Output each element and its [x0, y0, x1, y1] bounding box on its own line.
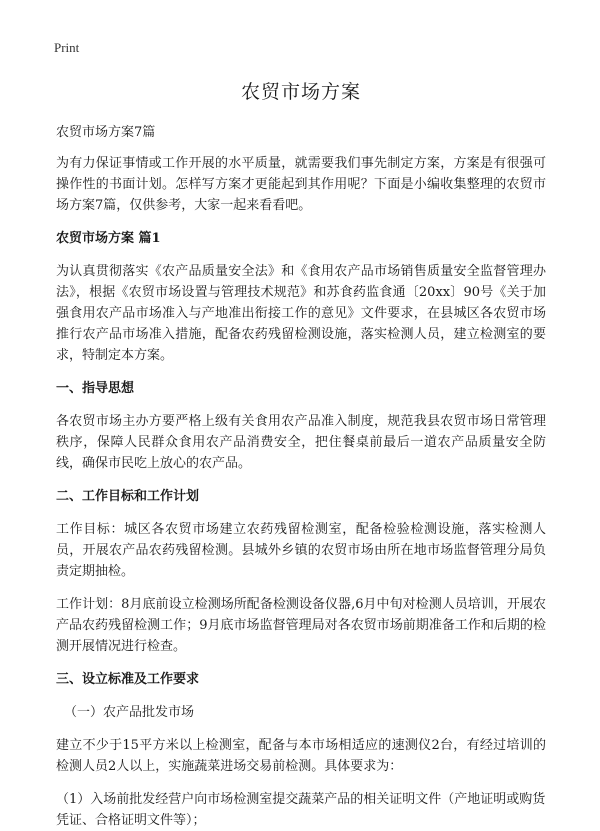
goals-paragraph: 工作目标：城区各农贸市场建立农药残留检测室，配备检验检测设施，落实检测人员，开展农产品农药残留检测。县城外乡镇的农贸市场由所在地市场监督管理分局负责定期抽检。	[56, 522, 546, 579]
heading-goals-and-plan: 二、工作目标和工作计划	[56, 489, 200, 504]
heading-standards-requirements: 三、设立标准及工作要求	[56, 672, 200, 687]
subsection-wholesale-market: （一）农产品批发市场	[64, 705, 195, 720]
list-item: （1）入场前批发经营户向市场检测室提交蔬菜产品的相关证明文件（产地证明或购货凭证、合格证明文件等）；	[56, 792, 546, 828]
page-title: 农贸市场方案	[240, 81, 361, 103]
section1-paragraph: 为认真贯彻落实《农产品质量安全法》和《食用农产品市场销售质量安全监督管理办法》，根据《农贸市场设置与管理技术规范》和苏食药监食通〔20xx〕90号《关于加强食用农产品市场准入与产地准出衔接工作的意见》文件要求，在县城区各农贸市场推行农产品市场准入措施，配备农药残留检测设施，落实检测人员，建立检测室的要求，特制定本方案。	[56, 264, 546, 363]
section-heading-1: 农贸市场方案 篇1	[56, 231, 161, 246]
wholesale-paragraph: 建立不少于15平方米以上检测室，配备与本市场相适应的速测仪2台，有经过培训的检测人员2人以上，实施蔬菜进场交易前检测。具体要求为：	[56, 738, 546, 774]
plan-paragraph: 工作计划：8月底前设立检测场所配备检测设备仪器,6月中旬对检测人员培训，开展农产品农药残留检测工作；9月底市场监督管理局对各农贸市场前期准备工作和后期的检测开展情况进行检查。	[56, 597, 546, 654]
heading-guiding-ideology: 一、指导思想	[56, 381, 135, 396]
print-link[interactable]: Print	[54, 40, 80, 55]
document-subtitle: 农贸市场方案7篇	[56, 125, 156, 140]
guiding-ideology-paragraph: 各农贸市场主办方要严格上级有关食用农产品准入制度，规范我县农贸市场日常管理秩序，保障人民群众食用农产品消费安全，把住餐桌前最后一道农产品质量安全防线，确保市民吃上放心的农产品。	[56, 414, 546, 471]
intro-paragraph: 为有力保证事情或工作开展的水平质量，就需要我们事先制定方案，方案是有很强可操作性的书面计划。怎样写方案才更能起到其作用呢？下面是小编收集整理的农贸市场方案7篇，仅供参考，大家一起来看看吧。	[56, 156, 546, 213]
